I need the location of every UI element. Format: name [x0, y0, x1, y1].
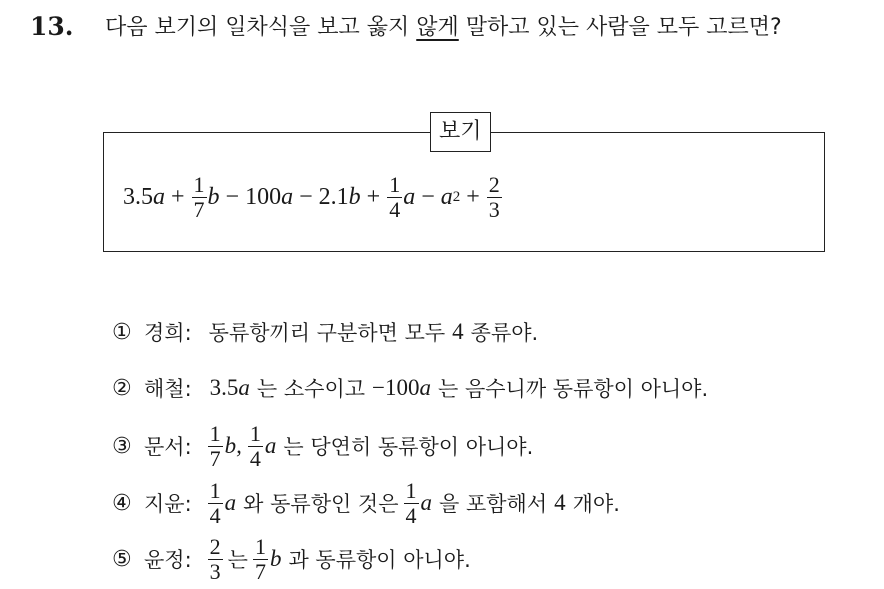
option-4-text-a: 와 동류항인 것은: [243, 492, 399, 516]
option-4-name: 지윤:: [144, 492, 192, 516]
fraction-1-denominator: 7: [193, 196, 205, 222]
option-3-name: 문서:: [144, 435, 192, 459]
term-4-coef: 2.1: [318, 183, 349, 210]
fraction-1-numerator: 1: [193, 171, 205, 197]
example-expression: [123, 162, 503, 232]
term-6-var: a: [440, 183, 453, 210]
question-text: [105, 10, 875, 46]
option-5-fraction-2-numerator: 1: [254, 533, 266, 559]
option-2-name: 해철:: [144, 377, 192, 401]
option-4[interactable]: [112, 478, 623, 528]
fraction-3-denominator: 3: [488, 196, 500, 222]
term-6-exponent: 2: [452, 188, 461, 205]
option-3-fraction-1-denominator: 7: [209, 445, 221, 471]
option-3-var-2: a: [264, 433, 277, 458]
option-5-fraction-2: [253, 535, 268, 584]
question-text-before: 다음 보기의 일차식을 보고 옳지: [105, 15, 417, 40]
fraction-3-numerator: 2: [488, 171, 500, 197]
option-4-var-2: a: [420, 490, 433, 515]
fraction-2-numerator: 1: [389, 171, 401, 197]
option-2[interactable]: [112, 363, 711, 413]
option-2-coef-2: −100: [372, 375, 420, 400]
operator-6: +: [466, 183, 480, 210]
option-1[interactable]: [112, 307, 541, 357]
operator-1: +: [171, 183, 185, 210]
option-5-fraction-1-numerator: 2: [209, 533, 221, 559]
option-3-fraction-2: [248, 422, 263, 471]
option-4-fraction-1: [208, 479, 223, 528]
option-4-fraction-2: [404, 479, 419, 528]
operator-3: −: [299, 183, 313, 210]
option-4-fraction-2-numerator: 1: [405, 477, 417, 503]
option-1-text-a: 동류항끼리 구분하면 모두: [208, 321, 446, 345]
option-5-fraction-2-denominator: 7: [254, 558, 266, 584]
option-3[interactable]: [112, 421, 536, 471]
term-1-var: a: [153, 183, 165, 210]
option-4-fraction-1-denominator: 4: [209, 502, 221, 528]
option-1-text-b: 종류야.: [470, 321, 539, 345]
term-3-coef: 100: [245, 183, 282, 210]
option-2-text-a: 는 소수이고: [256, 377, 366, 401]
term-5-var: a: [403, 183, 416, 210]
option-5[interactable]: [112, 534, 474, 584]
question-number: 13.: [30, 12, 74, 41]
fraction-3: [487, 173, 502, 222]
option-2-mark: ②: [112, 375, 132, 401]
term-4-var: b: [348, 183, 361, 210]
term-3-var: a: [281, 183, 294, 210]
option-5-var: b: [269, 546, 282, 571]
option-5-text-b: 과 동류항이 아니야.: [288, 548, 471, 572]
option-2-var-2: a: [419, 375, 431, 400]
example-box-title: 보기: [430, 112, 491, 152]
option-3-fraction-2-denominator: 4: [249, 445, 261, 471]
term-1-coef: 3.5: [123, 183, 153, 210]
option-3-fraction-2-numerator: 1: [249, 420, 261, 446]
option-3-fraction-1: [208, 422, 223, 471]
question-text-after: 말하고 있는 사람을 모두 고르면?: [458, 15, 782, 40]
option-3-var-1: b,: [224, 433, 242, 458]
option-4-text-b: 을 포함해서: [439, 492, 548, 516]
option-1-number: 4: [452, 319, 464, 344]
fraction-2: [387, 173, 402, 222]
option-3-fraction-1-numerator: 1: [209, 420, 221, 446]
option-2-var-1: a: [238, 375, 250, 400]
question-text-underlined: 않게: [416, 15, 459, 40]
operator-2: −: [225, 183, 240, 210]
operator-5: −: [421, 183, 435, 210]
fraction-2-denominator: 4: [389, 196, 401, 222]
option-5-fraction-1-denominator: 3: [209, 558, 221, 584]
option-5-text-a: 는: [227, 548, 248, 572]
option-1-name: 경희:: [144, 321, 192, 345]
operator-4: +: [366, 183, 381, 210]
option-1-mark: ①: [112, 319, 132, 345]
option-3-mark: ③: [112, 433, 132, 459]
option-3-text: 는 당연히 동류항이 아니야.: [283, 435, 534, 459]
option-5-fraction-1: [208, 535, 223, 584]
fraction-1: [192, 173, 207, 222]
option-4-var-1: a: [224, 490, 237, 515]
option-2-text-b: 는 음수니까 동류항이 아니야.: [438, 377, 709, 401]
option-5-mark: ⑤: [112, 546, 132, 572]
option-2-coef-1: 3.5: [209, 375, 239, 400]
option-4-mark: ④: [112, 490, 132, 516]
term-2-var: b: [207, 183, 220, 210]
option-4-text-c: 개야.: [572, 492, 620, 516]
option-4-number: 4: [554, 490, 566, 515]
option-5-name: 윤정:: [144, 548, 192, 572]
option-4-fraction-1-numerator: 1: [209, 477, 221, 503]
option-4-fraction-2-denominator: 4: [405, 502, 417, 528]
